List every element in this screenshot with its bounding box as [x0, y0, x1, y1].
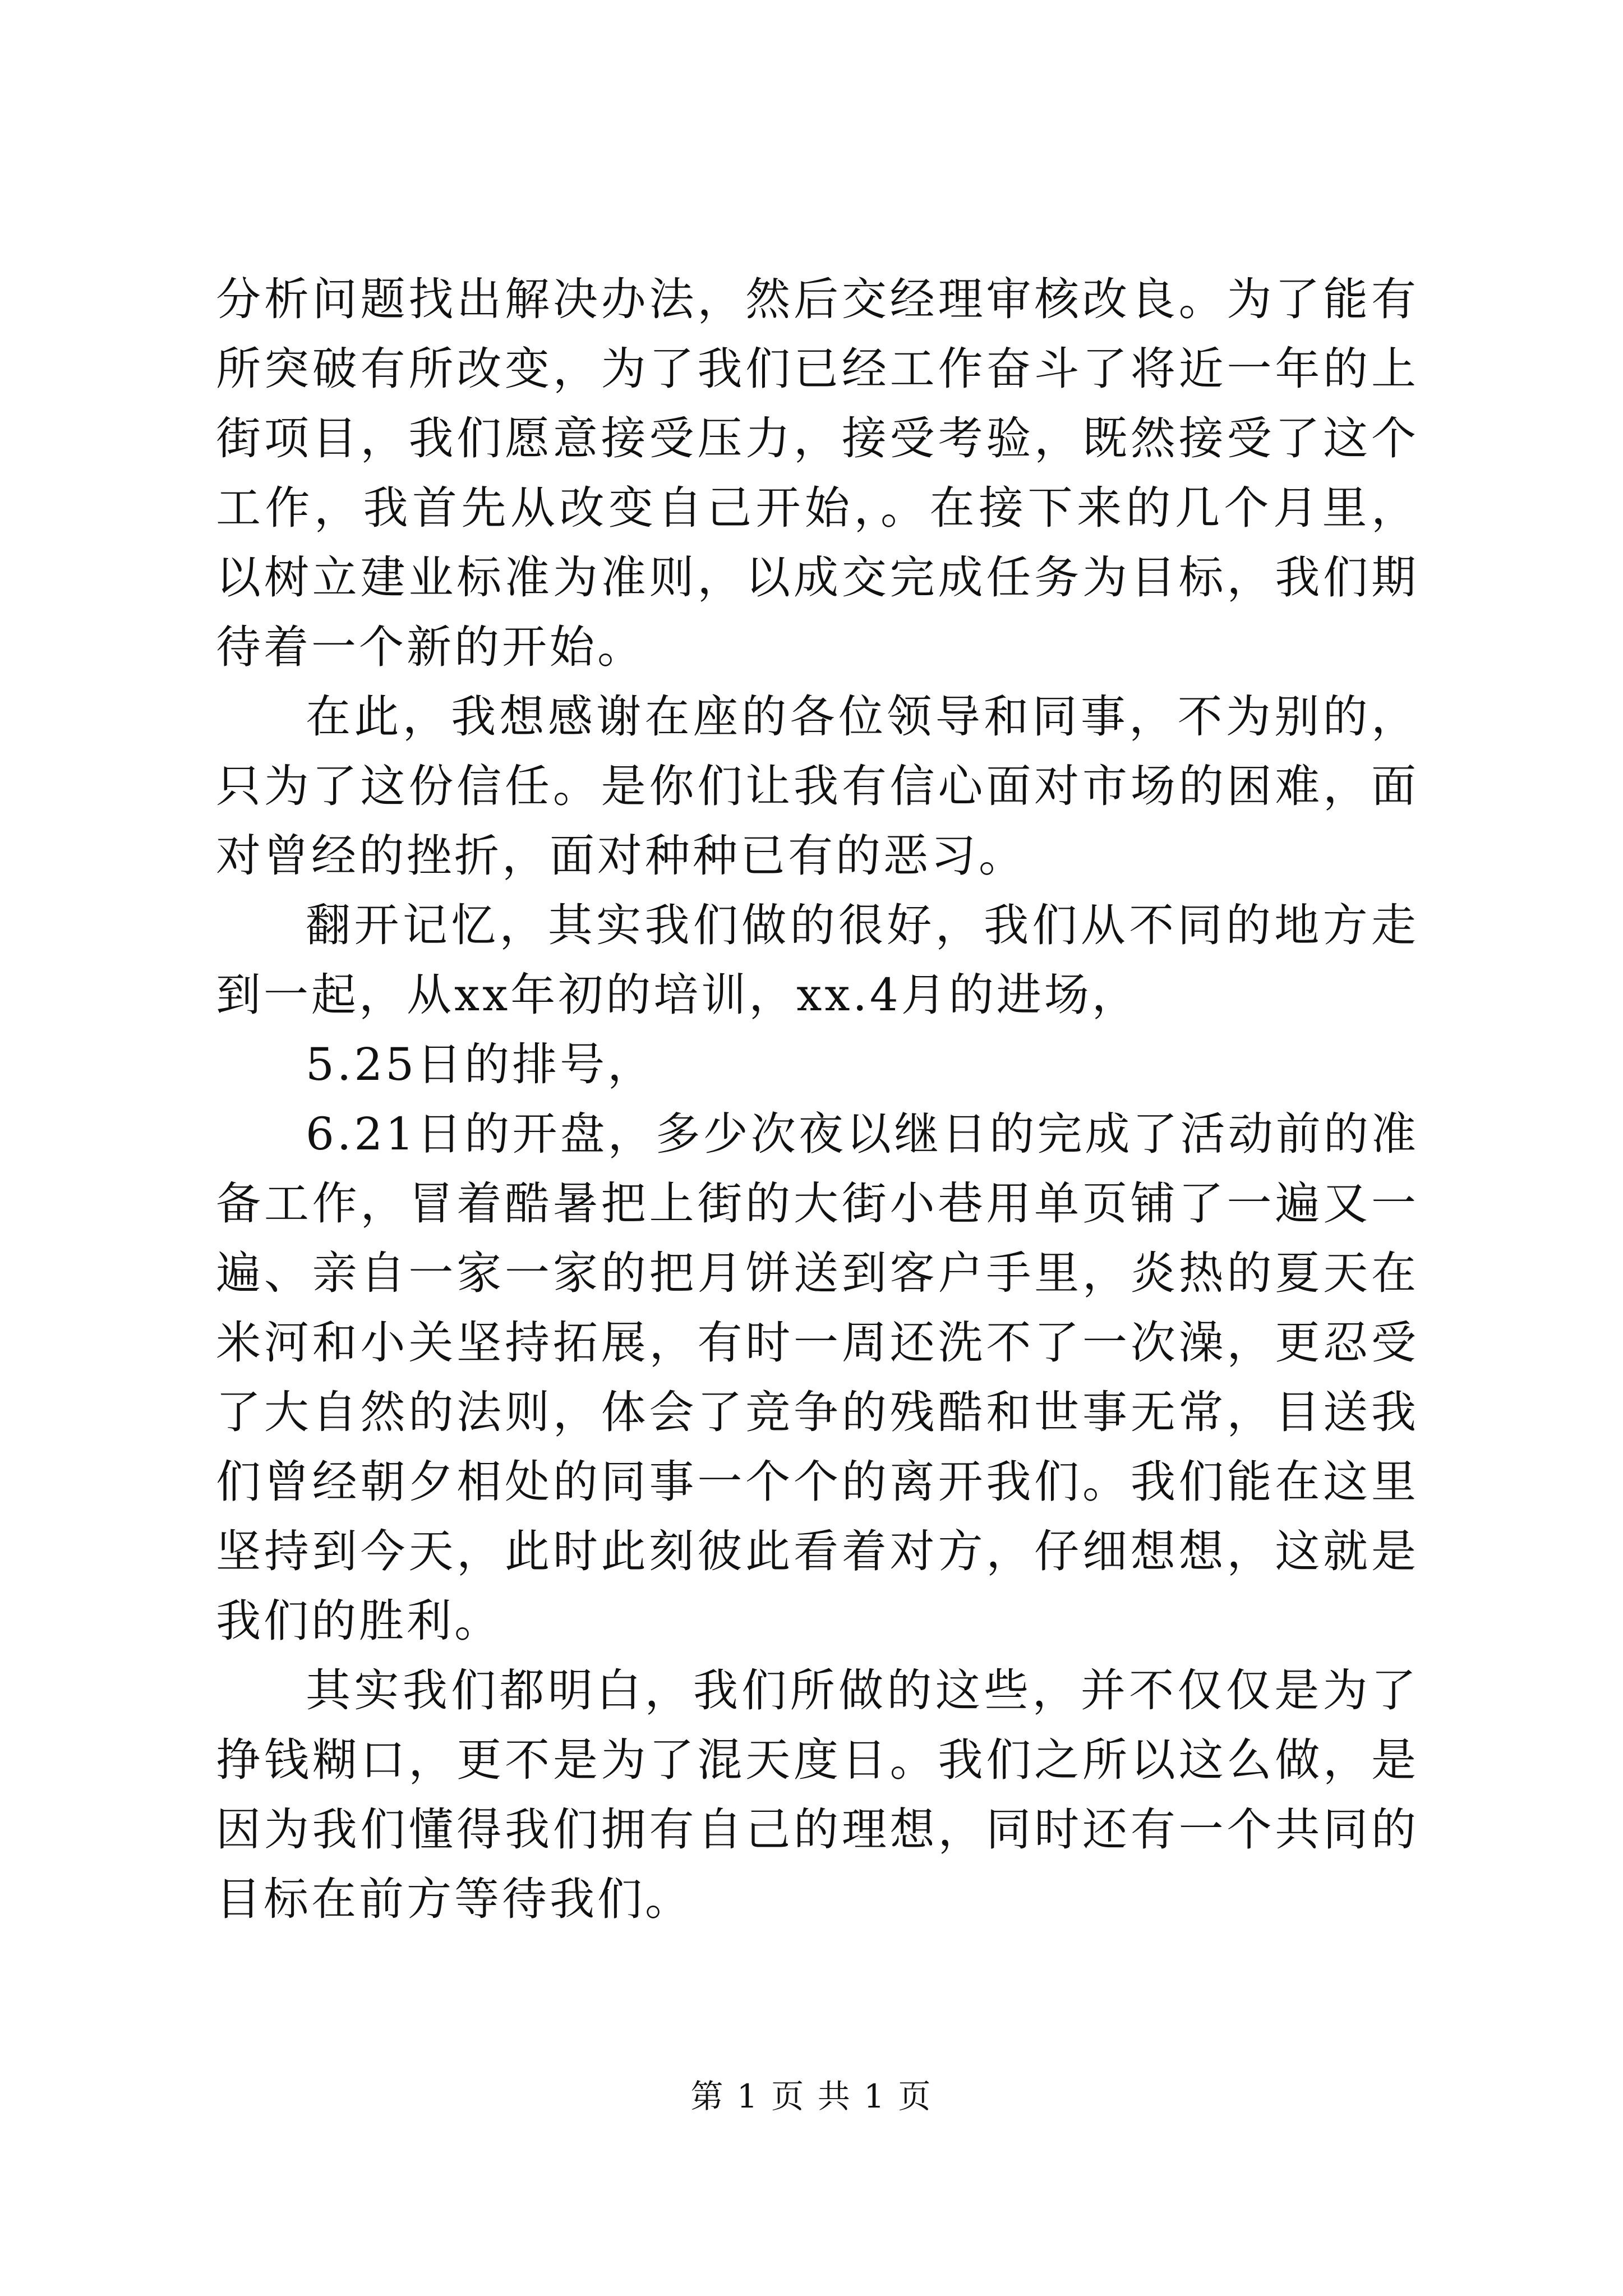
paragraph-4: 5.25日的排号，: [306, 1038, 656, 1091]
paragraph-5: 6.21日的开盘，多少次夜以继日的完成了活动前的准备工作，冒着酷暑把上街的大街小巷用单页铺了一遍又一遍、亲自一家一家的把月饼送到客户手里，炎热的夏天在米河和小关坚持拓展，有时一周还洗不了一次澡，更忍受了大自然的法则，体会了竞争的残酷和世事无常，目送我们曾经朝夕相处的同事一个个的离开我们。我们能在这里坚持到今天，此时此刻彼此看着对方，仔细想想，这就是我们的胜利。: [216, 1108, 1419, 1647]
page-footer: 第 1 页 共 1 页: [690, 2077, 933, 2115]
document-body: [216, 265, 1419, 1934]
paragraph-2: 在此，我想感谢在座的各位领导和同事，不为别的，只为了这份信任。是你们让我有信心面对市场的困难，面对曾经的挫折，面对种种已有的恶习。: [216, 691, 1419, 882]
paragraph-6: 其实我们都明白，我们所做的这些，并不仅仅是为了挣钱糊口，更不是为了混天度日。我们之所以这么做，是因为我们懂得我们拥有自己的理想，同时还有一个共同的目标在前方等待我们。: [216, 1664, 1419, 1925]
paragraph-1: 分析问题找出解决办法，然后交经理审核改良。为了能有所突破有所改变，为了我们已经工作奋斗了将近一年的上街项目，我们愿意接受压力，接受考验，既然接受了这个工作，我首先从改变自己开始，。在接下来的几个月里，以树立建业标准为准则，以成交完成任务为目标，我们期待着一个新的开始。: [216, 273, 1419, 673]
paragraph-3: 翻开记忆，其实我们做的很好，我们从不同的地方走到一起，从xx年初的培训，xx.4月的进场，: [216, 899, 1419, 1021]
